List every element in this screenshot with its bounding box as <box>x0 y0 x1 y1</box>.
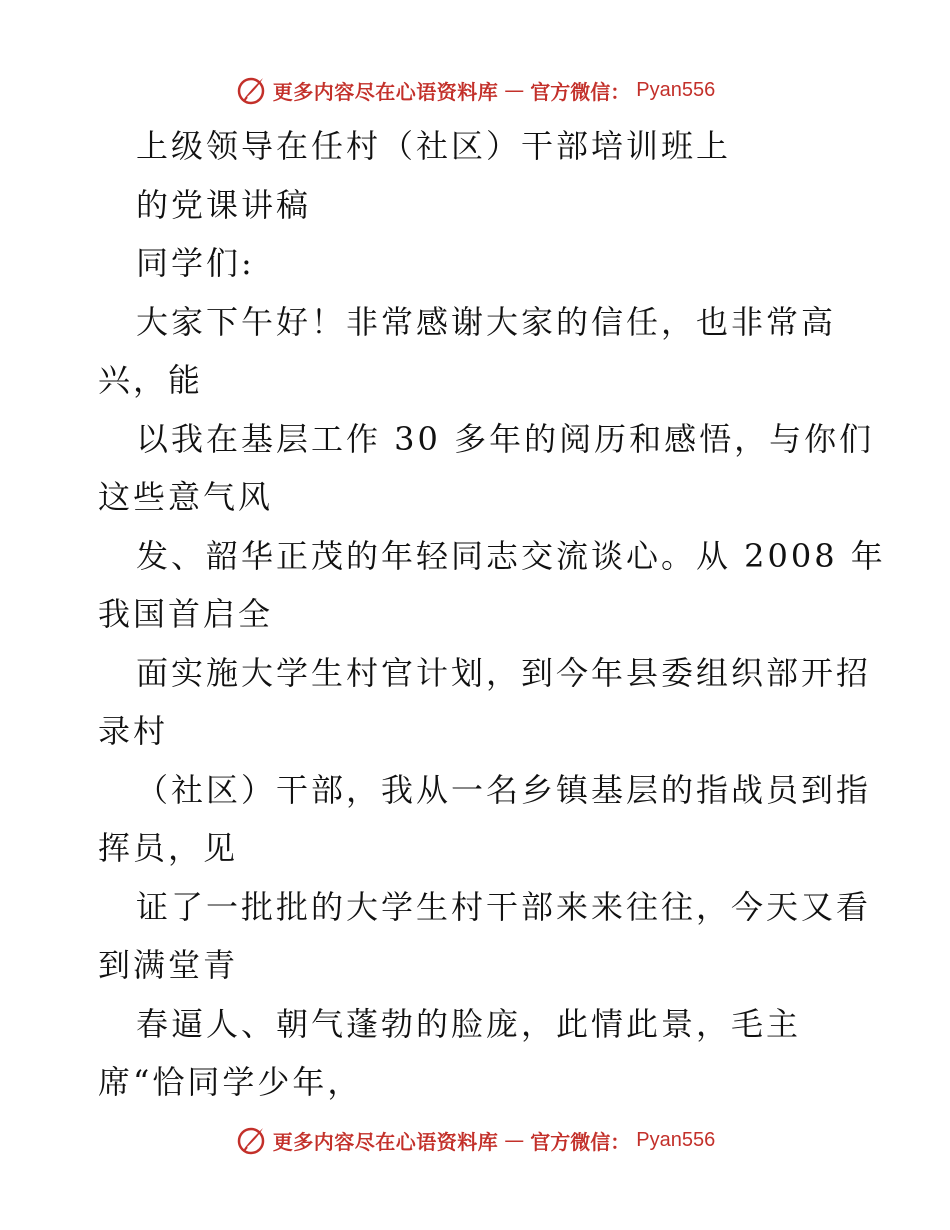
watermark-site-text: 更多内容尽在心语资料库 <box>272 79 499 104</box>
header-watermark <box>0 70 950 110</box>
watermark-site-text: 更多内容尽在心语资料库 <box>272 1129 499 1154</box>
text-line: 录村 <box>98 712 169 750</box>
text-line: 上级领导在任村（社区）干部培训班上 <box>136 127 732 165</box>
quill-logo-icon <box>235 1124 267 1156</box>
text-line: 大家下午好！非常感谢大家的信任，也非常高 <box>136 302 837 341</box>
text-line: 到满堂青 <box>98 946 239 984</box>
watermark-dash: — <box>504 1128 525 1152</box>
text-line: 同学们: <box>136 244 255 282</box>
text-line: 春逼人、朝气蓬勃的脸庞，此情此景，毛主 <box>136 1004 802 1043</box>
watermark-wechat-label: 官方微信： <box>530 1129 631 1154</box>
text-line: 挥员，见 <box>98 829 239 867</box>
text-line: （社区）干部，我从一名乡镇基层的指战员到指 <box>136 770 872 809</box>
text-line: 发、韶华正茂的年轻同志交流谈心。从 2008 年 <box>136 536 886 575</box>
text-line: 席“恰同学少年， <box>98 1063 363 1101</box>
text-line: 这些意气风 <box>98 478 274 516</box>
text-line: 面实施大学生村官计划，到今年县委组织部开招 <box>136 653 872 692</box>
quill-logo-icon <box>235 74 267 106</box>
document-body <box>98 117 886 1112</box>
text-line: 以我在基层工作 30 多年的阅历和感悟，与你们 <box>136 419 875 458</box>
watermark-dash: — <box>504 78 525 102</box>
text-line: 兴，能 <box>98 361 204 399</box>
watermark-wechat-id: Pyan556 <box>636 1128 716 1151</box>
footer-watermark <box>0 1120 950 1160</box>
text-line: 的党课讲稿 <box>136 185 312 224</box>
text-line: 我国首启全 <box>98 595 274 633</box>
watermark-wechat-id: Pyan556 <box>636 78 716 101</box>
watermark-wechat-label: 官方微信： <box>530 79 631 104</box>
text-line: 证了一批批的大学生村干部来来往往，今天又看 <box>136 887 872 926</box>
